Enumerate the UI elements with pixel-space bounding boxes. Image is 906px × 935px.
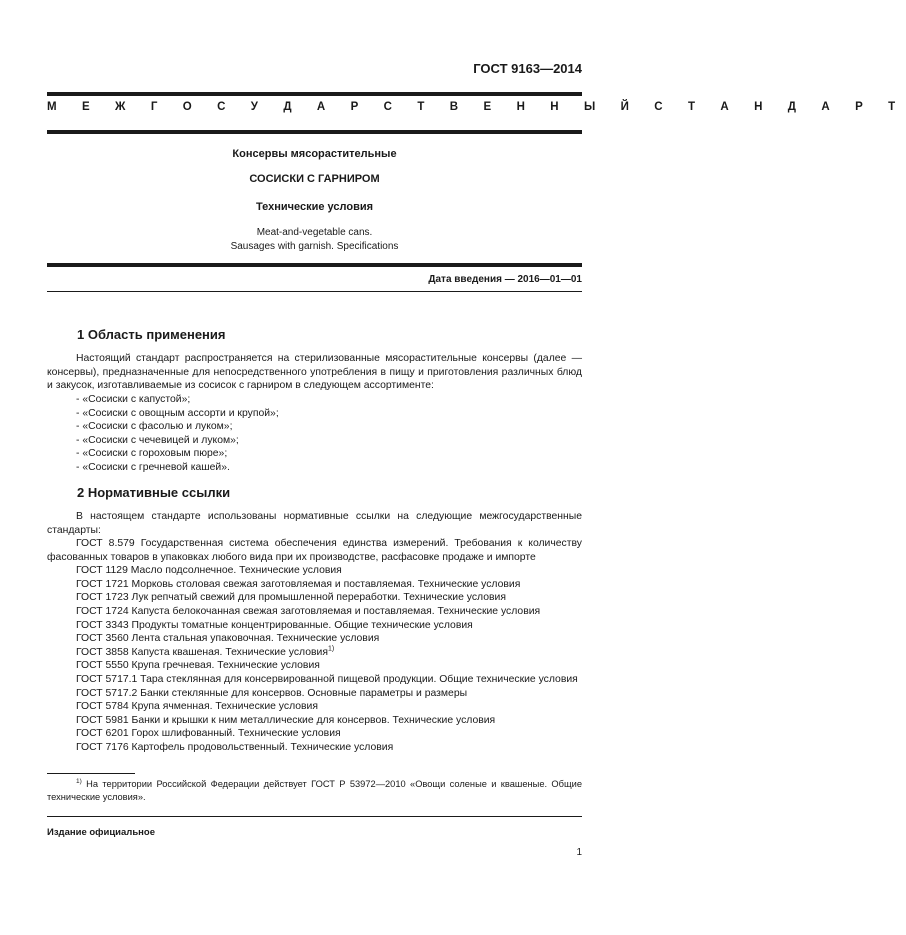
- reference-item: ГОСТ 5717.2 Банки стеклянные для консервов. Основные параметры и размеры: [76, 687, 468, 699]
- top-rule-thick: [47, 92, 582, 96]
- title-subtitle: Консервы мясорастительные: [232, 148, 397, 160]
- title-spec: Технические условия: [255, 201, 374, 213]
- reference-item: ГОСТ 5981 Банки и крышки к ним металлические для консервов. Технические условия: [76, 714, 496, 726]
- title-english-line1: Meat-and-vegetable cans.: [256, 227, 373, 238]
- section-2-intro: В настоящем стандарте использованы нормативные ссылки на следующие межгосударственные стандарты:: [47, 511, 582, 536]
- list-item: - «Сосиски с фасолью и луком»;: [76, 421, 233, 433]
- date-rule: [47, 291, 582, 292]
- footer-rule: [47, 816, 582, 817]
- list-item: - «Сосиски с гречневой кашей».: [76, 461, 230, 473]
- section-2-title: 2 Нормативные ссылки: [77, 485, 231, 500]
- reference-text: ГОСТ 3858 Капуста квашеная. Технические условия: [76, 646, 328, 658]
- reference-item: ГОСТ 1721 Морковь столовая свежая заготовляемая и поставляемая. Технические условия: [76, 578, 521, 590]
- introduction-date: Дата введения — 2016—01—01: [428, 274, 582, 285]
- section-1-text: Настоящий стандарт распространяется на стерилизованные мясорастительные консервы (далее — консервы), предназначенные для непосредственного употребления в пищу и приготовления различных блюд и закусок, изготавливаемые из сосисок с гарниром в следующем ассортименте:: [47, 353, 582, 392]
- footnote-text: На территории Российской Федерации действует ГОСТ Р 53972—2010 «Овощи соленые и квашеные. Общие технические условия».: [47, 779, 582, 802]
- reference-item: ГОСТ 3343 Продукты томатные концентрированные. Общие технические условия: [76, 619, 473, 631]
- reference-item: ГОСТ 3560 Лента стальная упаковочная. Технические условия: [76, 633, 380, 645]
- reference-item: ГОСТ 5717.1 Тара стеклянная для консервированной пищевой продукции. Общие технические условия: [76, 673, 578, 685]
- reference-item: ГОСТ 8.579 Государственная система обеспечения единства измерений. Требования к количеству фасованных товаров в упаковках любого вида при их производстве, расфасовке продаже и импорте: [47, 538, 582, 563]
- list-item: - «Сосиски с овощным ассорти и крупой»;: [76, 407, 279, 419]
- reference-item: ГОСТ 5784 Крупа ячменная. Технические условия: [76, 701, 318, 713]
- assortment-list: [76, 393, 279, 475]
- title-english-line2: Sausages with garnish. Specifications: [230, 241, 399, 252]
- interstate-standard-heading: М Е Ж Г О С У Д А Р С Т В Е Н Н Ы Й С Т А Н Д А Р Т: [47, 101, 906, 113]
- footnote-marker: 1): [327, 645, 335, 653]
- reference-item: ГОСТ 1129 Масло подсолнечное. Технические условия: [76, 565, 342, 577]
- list-item: - «Сосиски с капустой»;: [76, 394, 191, 405]
- title-english: [47, 226, 582, 254]
- title-rule-thick: [47, 263, 582, 267]
- list-item: - «Сосиски с гороховым пюре»;: [76, 448, 228, 460]
- footnote-rule: [47, 773, 135, 774]
- list-item: - «Сосиски с чечевицей и луком»;: [76, 434, 239, 446]
- title-main: СОСИСКИ С ГАРНИРОМ: [249, 173, 380, 185]
- document-code: ГОСТ 9163—2014: [473, 61, 582, 76]
- official-edition-label: Издание официальное: [47, 827, 155, 838]
- page-number: 1: [576, 847, 582, 858]
- reference-list: [47, 537, 582, 755]
- reference-item: ГОСТ 7176 Картофель продовольственный. Технические условия: [76, 741, 394, 753]
- section-1-title: 1 Область применения: [77, 327, 226, 342]
- reference-item: ГОСТ 1723 Лук репчатый свежий для промышленной переработки. Технические условия: [76, 592, 506, 604]
- footnote-mark: 1): [76, 777, 82, 785]
- reference-item: ГОСТ 1724 Капуста белокочанная свежая заготовляемая и поставляемая. Технические условия: [76, 605, 541, 617]
- reference-item: [47, 646, 582, 660]
- reference-item: ГОСТ 6201 Горох шлифованный. Технические условия: [76, 728, 341, 740]
- reference-item: ГОСТ 5550 Крупа гречневая. Технические условия: [76, 660, 320, 672]
- interstate-rule: [47, 130, 582, 134]
- footnote: [47, 778, 582, 804]
